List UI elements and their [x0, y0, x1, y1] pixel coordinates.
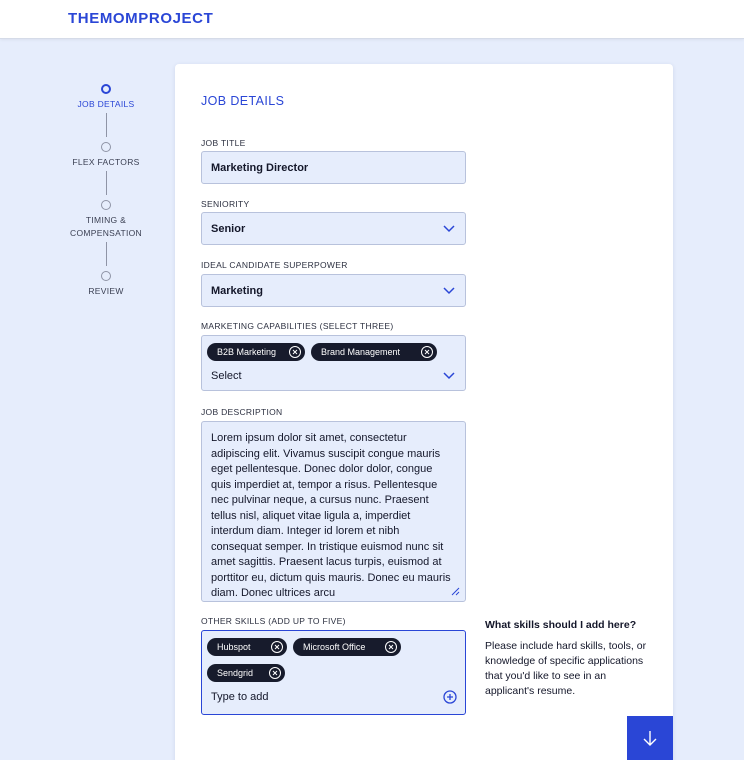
seniority-select[interactable]	[201, 212, 466, 245]
capability-chip	[311, 343, 437, 361]
stepper-connector	[106, 242, 107, 266]
close-circle-icon[interactable]	[288, 345, 302, 359]
chevron-down-icon	[443, 287, 455, 295]
capabilities-placeholder: Select	[211, 370, 242, 382]
arrow-down-icon	[642, 730, 658, 746]
chip-label: Microsoft Office	[303, 642, 366, 652]
step-label: REVIEW	[88, 286, 124, 296]
job-title-label: JOB TITLE	[201, 138, 246, 148]
help-title: What skills should I add here?	[485, 619, 637, 631]
description-textarea[interactable]	[201, 421, 466, 602]
chip-label: Sendgrid	[217, 668, 254, 678]
skill-chip	[207, 638, 287, 656]
next-step-button[interactable]	[627, 716, 673, 760]
description-label: JOB DESCRIPTION	[201, 407, 283, 417]
step-label-line1: TIMING &	[85, 215, 127, 225]
other-skills-label: OTHER SKILLS (ADD UP TO FIVE)	[201, 616, 346, 626]
close-circle-icon[interactable]	[384, 640, 398, 654]
help-body: Please include hard skills, tools, or knowledge of specific applications that you'd like to see in an applicant's resume.	[485, 640, 647, 697]
section-title: JOB DETAILS	[201, 94, 285, 108]
job-title-input[interactable]	[201, 151, 466, 184]
stepper-connector	[106, 113, 107, 137]
step-dot-icon	[101, 271, 111, 281]
chip-label: B2B Marketing	[217, 347, 277, 357]
job-title-value: Marketing Director	[211, 162, 309, 174]
skill-chip	[207, 664, 285, 682]
step-label-line2: COMPENSATION	[70, 228, 142, 238]
top-bar	[0, 0, 744, 39]
step-dot-icon	[101, 200, 111, 210]
chip-label: Hubspot	[217, 642, 251, 652]
capabilities-multiselect[interactable]	[201, 335, 466, 391]
skill-chip	[293, 638, 401, 656]
capability-chip	[207, 343, 305, 361]
capabilities-label: MARKETING CAPABILITIES (SELECT THREE)	[201, 321, 394, 331]
description-text: Lorem ipsum dolor sit amet, consectetur adipiscing elit. Vivamus suscipit congue mauris eget pellentesque. Donec dolor dolor, congue quis imperdiet at, tempor a risus. Pellentesque nec pulvinar neque, a cursus nunc. Praesent tellus nisl, aliquet vitae ligula a, imperdiet interdum diam. Integer id lorem et nibh consequat semper. In tristique euismod nunc sit amet sagittis. Praesent lacus turpis, euismod at porttitor eu, dictum quis mauris. Donec eu mauris diam. Donec ultrices arcu	[211, 432, 451, 599]
logo-project: PROJECT	[138, 10, 214, 27]
superpower-select[interactable]	[201, 274, 466, 307]
stepper-connector	[106, 171, 107, 195]
chevron-down-icon	[443, 225, 455, 233]
other-skills-input[interactable]	[201, 630, 466, 715]
step-label: FLEX FACTORS	[72, 157, 140, 167]
logo[interactable]	[68, 10, 213, 27]
seniority-label: SENIORITY	[201, 199, 250, 209]
chip-label: Brand Management	[321, 347, 401, 357]
step-dot-icon	[101, 142, 111, 152]
logo-the: THE	[68, 10, 100, 27]
plus-circle-icon[interactable]	[443, 690, 457, 704]
other-skills-placeholder: Type to add	[211, 691, 269, 703]
resize-grip-icon[interactable]	[450, 586, 460, 596]
chevron-down-icon	[443, 372, 455, 380]
seniority-value: Senior	[211, 223, 246, 235]
logo-mom: MOM	[99, 10, 139, 27]
close-circle-icon[interactable]	[268, 666, 282, 680]
step-label: JOB DETAILS	[77, 99, 135, 109]
step-active-dot-icon	[101, 84, 111, 94]
superpower-label: IDEAL CANDIDATE SUPERPOWER	[201, 260, 348, 270]
superpower-value: Marketing	[211, 285, 263, 297]
close-circle-icon[interactable]	[420, 345, 434, 359]
close-circle-icon[interactable]	[270, 640, 284, 654]
